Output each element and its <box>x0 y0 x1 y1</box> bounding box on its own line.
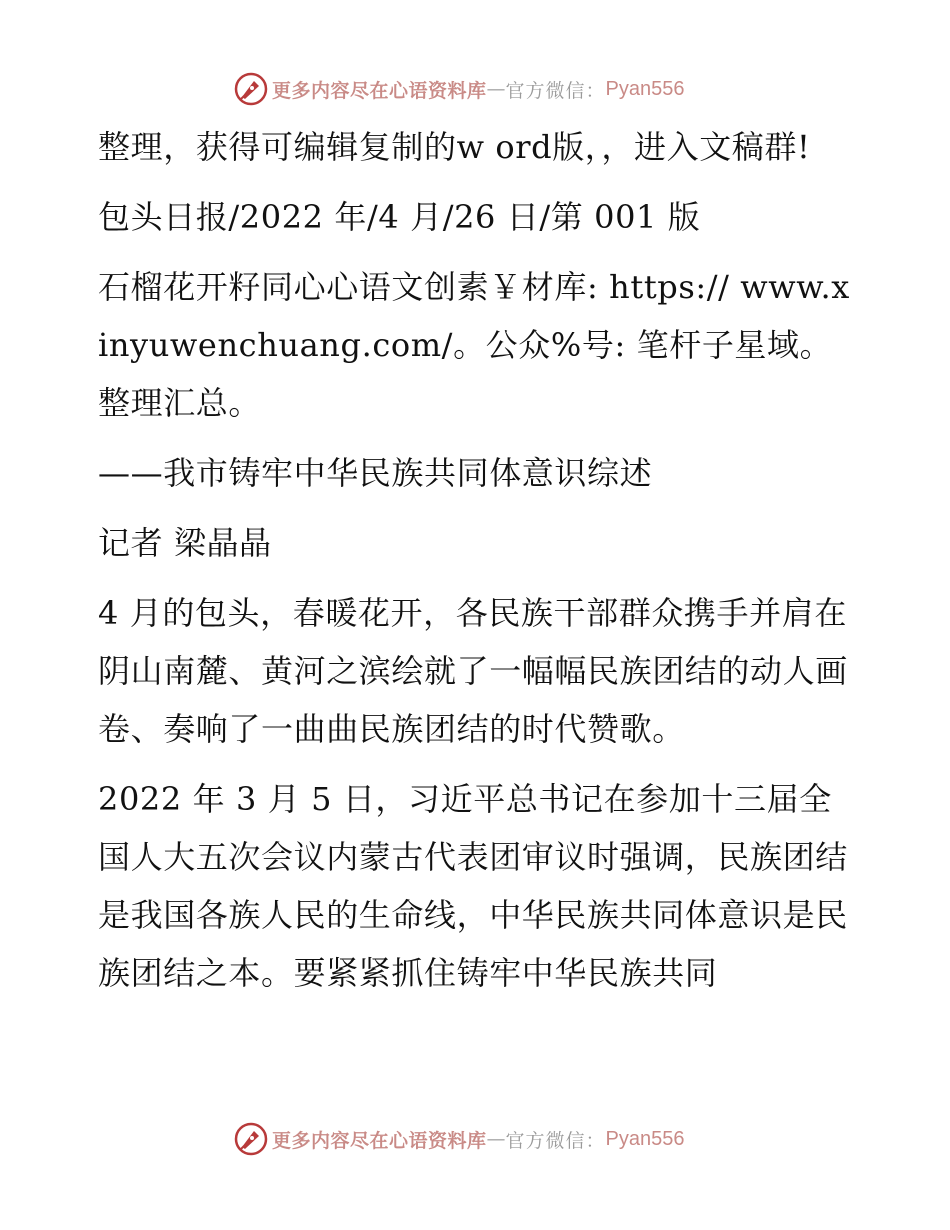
footer-banner <box>234 1122 714 1156</box>
pen-nib-logo-icon <box>234 72 268 106</box>
paragraph-intro: 整理，获得可编辑复制的w ord版，，进入文稿群! <box>98 128 811 166</box>
footer-wechat-id: Pyan556 <box>605 1127 685 1150</box>
header-wechat-label: 官方微信： <box>505 79 606 102</box>
footer-site-text: 更多内容尽在心语资料库 <box>272 1129 487 1152</box>
header-site-text: 更多内容尽在心语资料库 <box>272 79 487 102</box>
footer-separator: — <box>486 1128 506 1150</box>
header-banner <box>234 72 714 106</box>
header-wechat-id: Pyan556 <box>605 77 685 100</box>
pen-nib-logo-icon <box>234 1122 268 1156</box>
paragraph-main: 2022 年 3 月 5 日，习近平总书记在参加十三届全国人大五次会议内蒙古代表团审议时强调，民族团结是我国各族人民的生命线，中华民族共同体意识是民族团结之本。要紧紧抓住铸牢中华民族共同 <box>98 780 848 992</box>
paragraph-material-link: 石榴花开籽同心心语文创素￥材库: https:// www.xinyuwenchuang.com/。公众%号: 笔杆子星域。整理汇总。 <box>98 268 850 422</box>
paragraph-byline: 记者 梁晶晶 <box>98 524 272 562</box>
paragraph-source: 包头日报/2022 年/4 月/26 日/第 001 版 <box>98 198 701 236</box>
footer-wechat-label: 官方微信： <box>505 1129 606 1152</box>
paragraph-lead: 4 月的包头，春暖花开，各民族干部群众携手并肩在阴山南麓、黄河之滨绘就了一幅幅民族团结的动人画卷、奏响了一曲曲民族团结的时代赞歌。 <box>98 594 848 748</box>
header-separator: — <box>486 78 506 100</box>
article-body <box>98 118 854 1002</box>
paragraph-subtitle: ——我市铸牢中华民族共同体意识综述 <box>98 454 653 492</box>
